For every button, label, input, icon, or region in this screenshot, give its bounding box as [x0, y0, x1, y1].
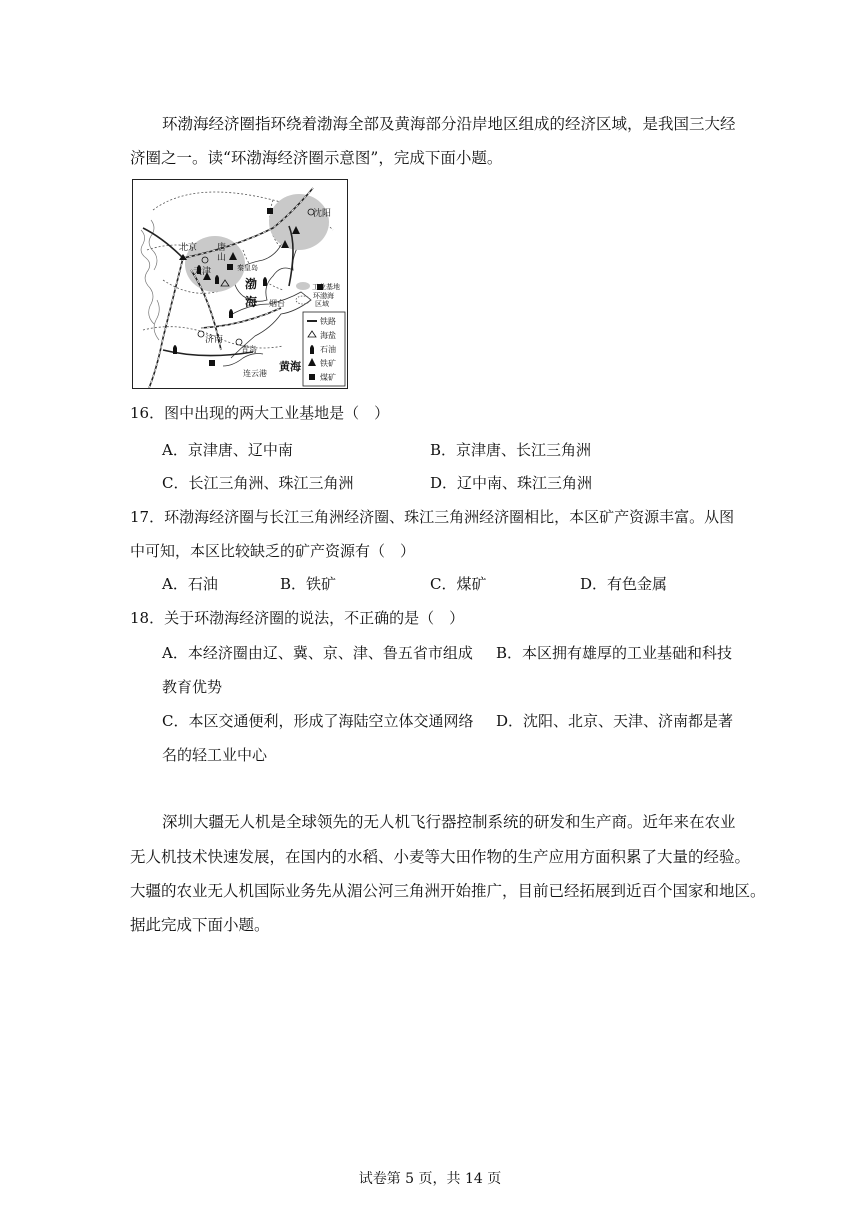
q17-stem-line1: 17．环渤海经济圈与长江三角洲经济圈、珠江三角洲经济圈相比，本区矿产资源丰富。从图 [130, 508, 735, 526]
bohai-economic-circle-map [132, 179, 348, 389]
q17-option-d[interactable]: D．有色金属 [580, 575, 668, 593]
label-bohai-2: 海 [245, 295, 258, 309]
legend-oil: 石油 [320, 345, 336, 354]
legend-sea-salt: 海盐 [320, 331, 336, 340]
liaozhongnan-industrial-base [269, 194, 332, 250]
page-footer: 试卷第 5 页，共 14 页 [358, 1171, 502, 1187]
legend-iron: 铁矿 [320, 359, 336, 368]
legend-industrial-swatch [296, 282, 310, 290]
intro1-line1: 环渤海经济圈指环绕着渤海全部及黄海部分沿岸地区组成的经济区域，是我国三大经 [162, 115, 736, 133]
q18-option-d-cont[interactable]: 名的轻工业中心 [162, 746, 268, 764]
intro2-line4: 据此完成下面小题。 [130, 916, 270, 934]
label-qinhuangdao: 秦皇岛 [237, 264, 258, 272]
legend-railway: 铁路 [320, 317, 336, 326]
q17-stem-line2: 中可知，本区比较缺乏的矿产资源有（ ） [130, 542, 416, 560]
legend-region-1: 环渤海 [313, 292, 334, 300]
q16-option-b[interactable]: B．京津唐、长江三角洲 [430, 441, 592, 459]
q16-stem: 16．图中出现的两大工业基地是（ ） [130, 404, 390, 422]
legend-industrial-base: 工业基地 [312, 283, 340, 291]
q16-option-a[interactable]: A．京津唐、辽中南 [162, 441, 293, 459]
legend-region-2: 区域 [315, 300, 329, 308]
q18-option-a[interactable]: A．本经济圈由辽、冀、京、津、鲁五省市组成 [162, 644, 473, 662]
legend-coal: 煤矿 [320, 373, 336, 382]
label-lianyungang: 连云港 [243, 369, 267, 378]
q18-option-b[interactable]: B．本区拥有雄厚的工业基础和科技 [496, 644, 733, 662]
intro2-line1: 深圳大疆无人机是全球领先的无人机飞行器控制系统的研发和生产商。近年来在农业 [162, 813, 736, 831]
label-jinan: 济南 [205, 335, 224, 345]
q17-option-b[interactable]: B．铁矿 [280, 575, 337, 593]
legend-region-swatch [296, 296, 310, 304]
intro2-line3: 大疆的农业无人机国际业务先从湄公河三角洲开始推广，目前已经拓展到近百个国家和地区。 [130, 882, 766, 900]
intro1-line2: 济圈之一。读“环渤海经济圈示意图”，完成下面小题。 [130, 149, 503, 167]
label-shenyang: 沈阳 [313, 209, 332, 219]
q16-option-c[interactable]: C．长江三角洲、珠江三角洲 [162, 474, 354, 492]
q17-option-a[interactable]: A．石油 [162, 575, 218, 593]
q18-stem: 18．关于环渤海经济圈的说法，不正确的是（ ） [130, 609, 465, 627]
intro2-line2: 无人机技术快速发展，在国内的水稻、小麦等大田作物的生产应用方面积累了大量的经验。 [130, 848, 751, 866]
label-beijing: 北京 [179, 243, 198, 253]
label-tangshan-1: 唐 [217, 243, 227, 253]
label-huanghai: 黄海 [279, 360, 301, 373]
q18-option-d[interactable]: D．沈阳、北京、天津、济南都是著 [496, 712, 734, 730]
label-tangshan-2: 山 [217, 253, 227, 263]
q17-option-c[interactable]: C．煤矿 [430, 575, 487, 593]
label-yantai: 烟台 [269, 299, 285, 308]
q18-option-b-cont[interactable]: 教育优势 [162, 678, 223, 696]
label-tianjin: 天津 [193, 267, 212, 277]
q16-option-d[interactable]: D．辽中南、珠江三角洲 [430, 474, 593, 492]
q18-option-c[interactable]: C．本区交通便利，形成了海陆空立体交通网络 [162, 712, 474, 730]
label-bohai-1: 渤 [245, 277, 258, 291]
label-qingdao: 青岛 [241, 345, 257, 354]
